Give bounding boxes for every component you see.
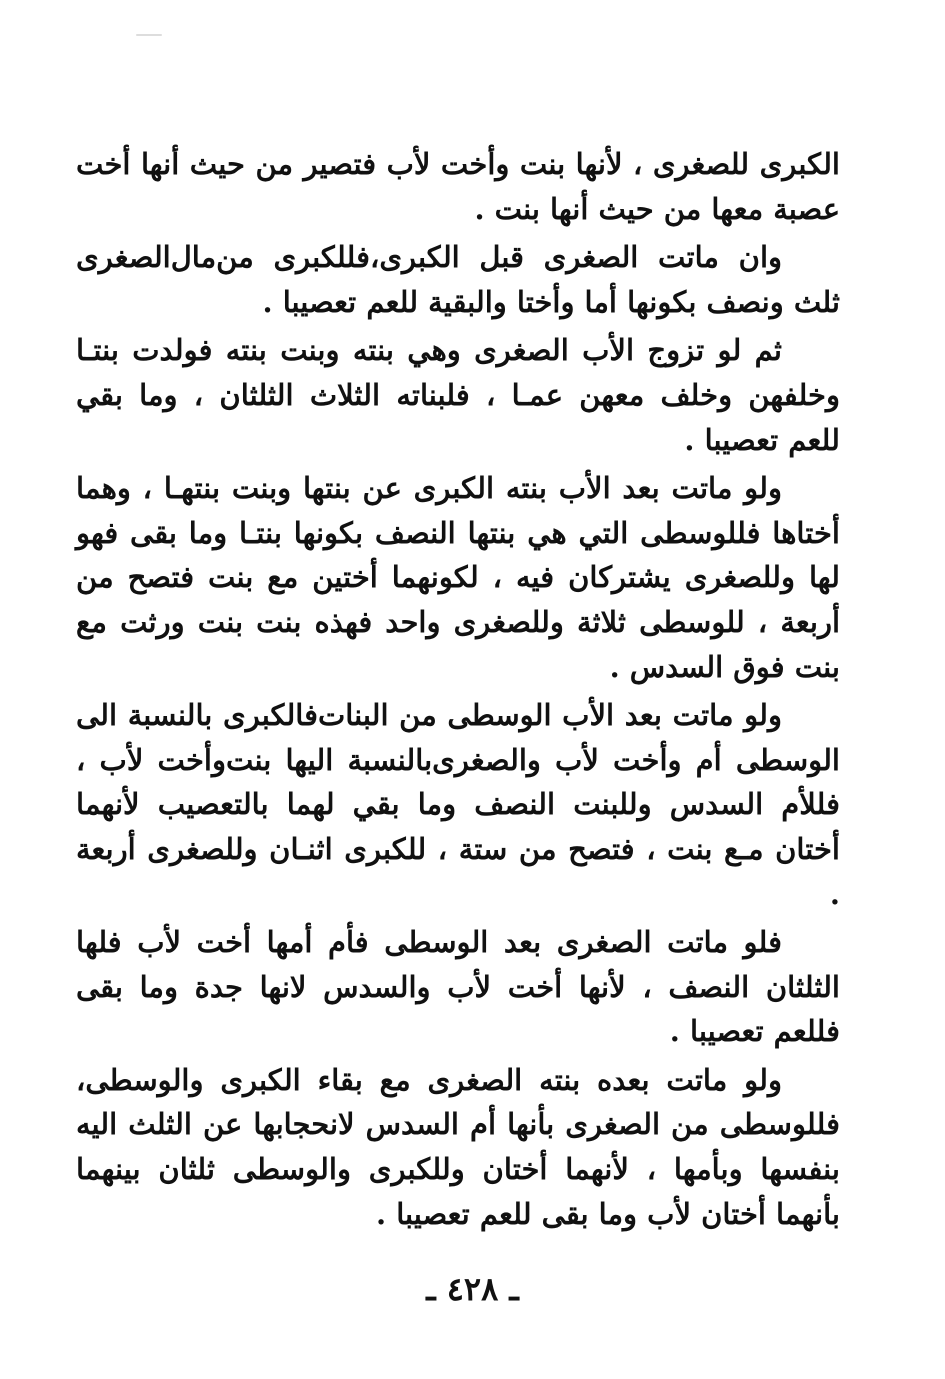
body-text bbox=[76, 142, 840, 1240]
paragraph-3: ثم لو تزوج الأب الصغرى وهي بنته وبنت بنته فولدت بنتـا وخلفهن وخلف معهن عمـا ، فلبناته الثلاث الثلثان ، وما بقي للعم تعصيبا . bbox=[76, 333, 840, 457]
paragraph-2: وان ماتت الصغرى قبل الكبرى،فللكبرى من‌مال‌الصغرى ثلث ونصف بكونها أما وأختا والبقية للعم تعصيبا . bbox=[76, 240, 840, 319]
paragraph-5: ولو ماتت بعد الأب الوسطى من البنات‌فالكبرى بالنسبة الى الوسطى أم وأخت لأب والصغرى‌بالنسبة اليها بنت‌وأخت لأب ، فللأم السدس وللبنت النصف وما بقي لهما بالتعصيب لأنهما أختان مـع بنت ، فتصح من ستة ، للكبرى اثنـان وللصغرى أربعة . bbox=[76, 698, 840, 911]
paragraph-1: الكبرى للصغرى ، لأنها بنت وأخت لأب فتصير من حيث أنها أخت عصبة معها من حيث أنها بنت . bbox=[76, 147, 840, 226]
page-number: ـ ٤٢٨ ـ bbox=[426, 1270, 519, 1308]
paragraph-7: ولو ماتت بعده بنته الصغرى مع بقاء الكبرى والوسطى، فللوسطى من الصغرى بأنها أم السدس لانحجابها عن الثلث اليه بنفسها وبأمها ، لأنهما أختان وللكبرى والوسطى ثلثان بينهما بأنهما أختان لأب وما بقى للعم تعصيبا . bbox=[76, 1062, 840, 1231]
scan-speck bbox=[136, 34, 162, 36]
paragraph-4: ولو ماتت بعد الأب بنته الكبرى عن بنتها وبنت بنتهـا ، وهما أختاها فللوسطى التي هي بنتها النصف بكونها بنتـا وما بقى فهو لها وللصغرى يشتركان فيه ، لكونهما أختين مع بنت فتصح من أربعة ، للوسطى ثلاثة وللصغرى واحد فهذه بنت بنت ورثت مع بنت فوق السدس . bbox=[76, 471, 840, 684]
paragraph-6: فلو ماتت الصغرى بعد الوسطى فأم أمها أخت لأب فلها الثلثان النصف ، لأنها أخت لأب والسدس لانها جدة وما بقى فللعم تعصيبا . bbox=[76, 925, 840, 1049]
